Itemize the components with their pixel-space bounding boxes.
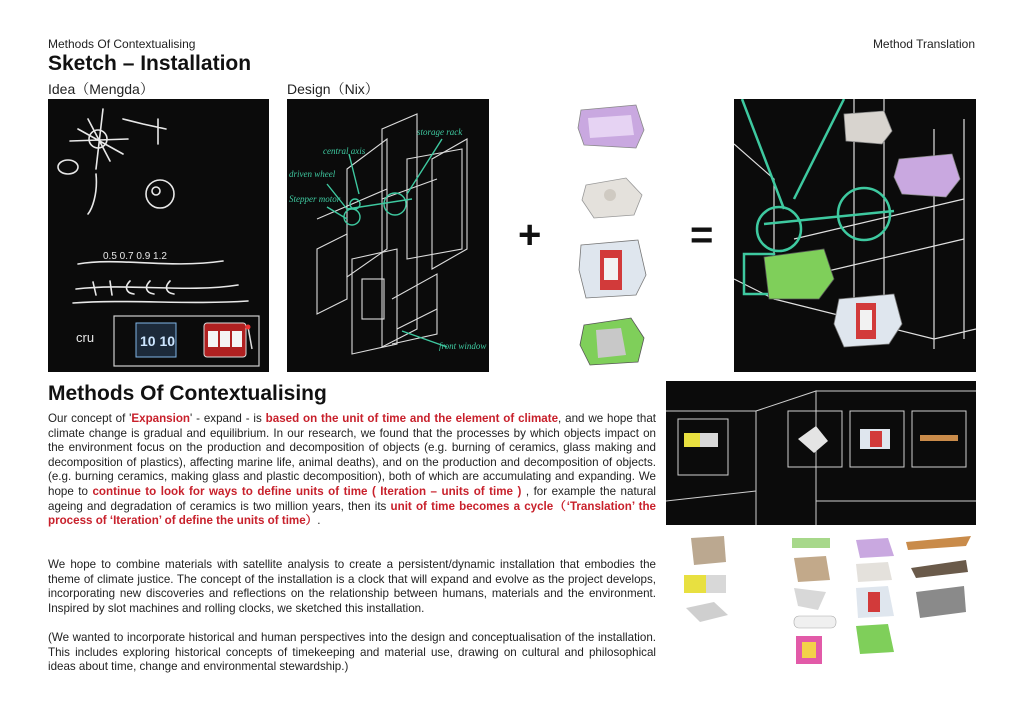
caption-idea: Idea（Mengda） [48, 81, 154, 97]
label-storage-rack: storage rack [417, 127, 463, 137]
body-paragraph-3: (We wanted to incorporate historical and human perspectives into the design and conceptualisation of the installation. This includes exploring historical concepts of timekeeping and material use, drawing on cultural and philosophical ideas about time, change and environmental stewardship.) [48, 631, 656, 674]
label-front-window: front window [439, 341, 487, 351]
header-left-label: Methods Of Contextualising [48, 37, 196, 51]
section-title: Methods Of Contextualising [48, 382, 327, 405]
installation-render-drawing [666, 381, 976, 525]
plus-operator: + [518, 213, 542, 257]
combined-render-drawing [734, 99, 976, 372]
svg-text:10 10: 10 10 [140, 333, 176, 349]
p1-text-5: . [317, 514, 321, 528]
objects-collection-illustration [666, 530, 976, 676]
p1-text-2: ' - expand - is [190, 412, 266, 425]
objects-column [576, 100, 648, 372]
body-paragraph-1 [48, 412, 656, 529]
idea-sketch-drawing [48, 99, 269, 372]
idea-sketch-label: cru [76, 330, 95, 345]
crushed-objects-illustration [576, 100, 648, 372]
installation-render-panel [666, 381, 976, 525]
p1-highlight-expansion: Expansion [131, 412, 191, 425]
objects-collection [666, 530, 976, 676]
label-stepper-motor: Stepper motor [289, 194, 341, 204]
idea-sketch-numbers: 0.5 0.7 0.9 1.2 [103, 251, 167, 262]
label-central-axis: central axis [323, 146, 366, 156]
body-paragraph-2: We hope to combine materials with satellite analysis to create a persistent/dynamic installation that embodies the theme of climate justice. The concept of the installation is a clock that will expand and evolve as the project develops, incorporating new discoveries and reflections on the relationship between humans, materials and the environment. Inspired by slot machines and rolling clocks, we sketched this installation. [48, 558, 656, 615]
combined-render-panel [734, 99, 976, 372]
label-driven-wheel: driven wheel [289, 169, 336, 179]
p1-text-3: , and we hope that climate change is gradual and equilibrium. In our research, we found that the processes by which objects impact on the environment focus on the production and decomposition of objects (e.g. burning of ceramics, glass making and decomposition of plastics), affecting marine life, animal deaths), and on the production and decomposition of objects. (e.g. burning ceramics, making glass and plastic decomposition), both of which are accumulating and expanding. We hope to [48, 412, 656, 498]
p1-highlight-cycle: unit of time becomes a cycle（‘Translation’ the process of ‘Iteration’ of define the units of time） [48, 499, 656, 528]
page-title: Sketch – Installation [48, 52, 252, 75]
idea-sketch-panel [48, 99, 269, 372]
p1-highlight-unit-of-time: based on the unit of time and the element of climate [265, 412, 559, 425]
header-right-label: Method Translation [872, 37, 975, 51]
design-sketch-drawing [287, 99, 489, 372]
caption-design: Design（Nix） [287, 81, 379, 97]
p1-highlight-define-units: continue to look for ways to define units of time ( Iteration – units of time ) [92, 484, 522, 498]
equals-operator: = [690, 213, 714, 257]
p1-text-4: , for example the natural ageing and degradation of ceramics is two million years, then its [48, 484, 656, 513]
p1-text-1: Our concept of ' [48, 412, 132, 425]
design-sketch-panel [287, 99, 489, 372]
